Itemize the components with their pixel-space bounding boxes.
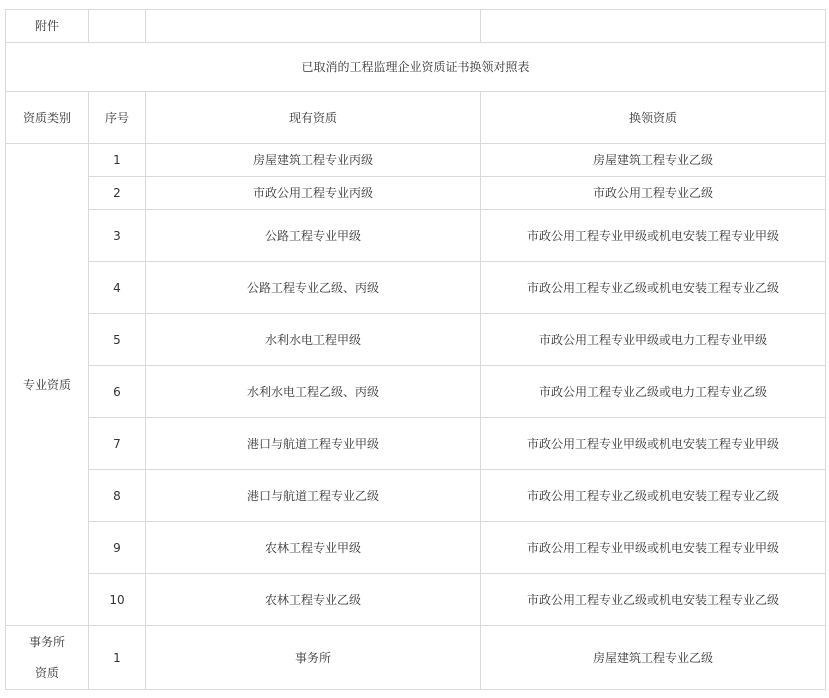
seq-cell: 4 [89, 262, 146, 314]
attachment-row [6, 10, 826, 43]
current-cell: 公路工程专业乙级、丙级 [146, 262, 481, 314]
title-row [6, 43, 826, 92]
header-seq: 序号 [89, 92, 146, 144]
header-row [6, 92, 826, 144]
replace-cell: 市政公用工程专业甲级或电力工程专业甲级 [481, 314, 826, 366]
current-cell: 事务所 [146, 626, 481, 690]
current-cell: 农林工程专业甲级 [146, 522, 481, 574]
replace-cell: 市政公用工程专业甲级或机电安装工程专业甲级 [481, 418, 826, 470]
seq-cell: 6 [89, 366, 146, 418]
seq-cell: 2 [89, 177, 146, 210]
replace-cell: 市政公用工程专业甲级或机电安装工程专业甲级 [481, 210, 826, 262]
current-cell: 公路工程专业甲级 [146, 210, 481, 262]
table-row [6, 470, 826, 522]
replace-cell: 市政公用工程专业乙级或机电安装工程专业乙级 [481, 262, 826, 314]
replace-cell: 市政公用工程专业乙级或机电安装工程专业乙级 [481, 470, 826, 522]
qualification-table [5, 9, 826, 690]
table-row [6, 177, 826, 210]
category-firm-line1: 事务所 [28, 634, 65, 649]
table-row [6, 522, 826, 574]
seq-cell: 1 [89, 626, 146, 690]
seq-cell: 10 [89, 574, 146, 626]
table-row [6, 144, 826, 177]
table-title: 已取消的工程监理企业资质证书换领对照表 [6, 43, 826, 92]
replace-cell: 市政公用工程专业乙级或电力工程专业乙级 [481, 366, 826, 418]
table-row [6, 626, 826, 690]
table-row [6, 418, 826, 470]
current-cell: 农林工程专业乙级 [146, 574, 481, 626]
seq-cell: 5 [89, 314, 146, 366]
current-cell: 水利水电工程乙级、丙级 [146, 366, 481, 418]
current-cell: 市政公用工程专业丙级 [146, 177, 481, 210]
table-row [6, 262, 826, 314]
header-current: 现有资质 [146, 92, 481, 144]
table-row [6, 314, 826, 366]
seq-cell: 7 [89, 418, 146, 470]
current-cell: 港口与航道工程专业甲级 [146, 418, 481, 470]
replace-cell: 房屋建筑工程专业乙级 [481, 626, 826, 690]
current-cell: 水利水电工程甲级 [146, 314, 481, 366]
seq-cell: 9 [89, 522, 146, 574]
current-cell: 房屋建筑工程专业丙级 [146, 144, 481, 177]
seq-cell: 1 [89, 144, 146, 177]
category-professional: 专业资质 [6, 144, 89, 626]
empty-cell [89, 10, 146, 43]
table-row [6, 366, 826, 418]
seq-cell: 3 [89, 210, 146, 262]
empty-cell [481, 10, 826, 43]
replace-cell: 房屋建筑工程专业乙级 [481, 144, 826, 177]
header-category: 资质类别 [6, 92, 89, 144]
replace-cell: 市政公用工程专业乙级 [481, 177, 826, 210]
category-firm [6, 626, 89, 690]
current-cell: 港口与航道工程专业乙级 [146, 470, 481, 522]
replace-cell: 市政公用工程专业甲级或机电安装工程专业甲级 [481, 522, 826, 574]
category-firm-line2: 资质 [34, 665, 59, 680]
seq-cell: 8 [89, 470, 146, 522]
table-row [6, 574, 826, 626]
header-replace: 换领资质 [481, 92, 826, 144]
attachment-label: 附件 [6, 10, 89, 43]
replace-cell: 市政公用工程专业乙级或机电安装工程专业乙级 [481, 574, 826, 626]
table-row [6, 210, 826, 262]
empty-cell [146, 10, 481, 43]
